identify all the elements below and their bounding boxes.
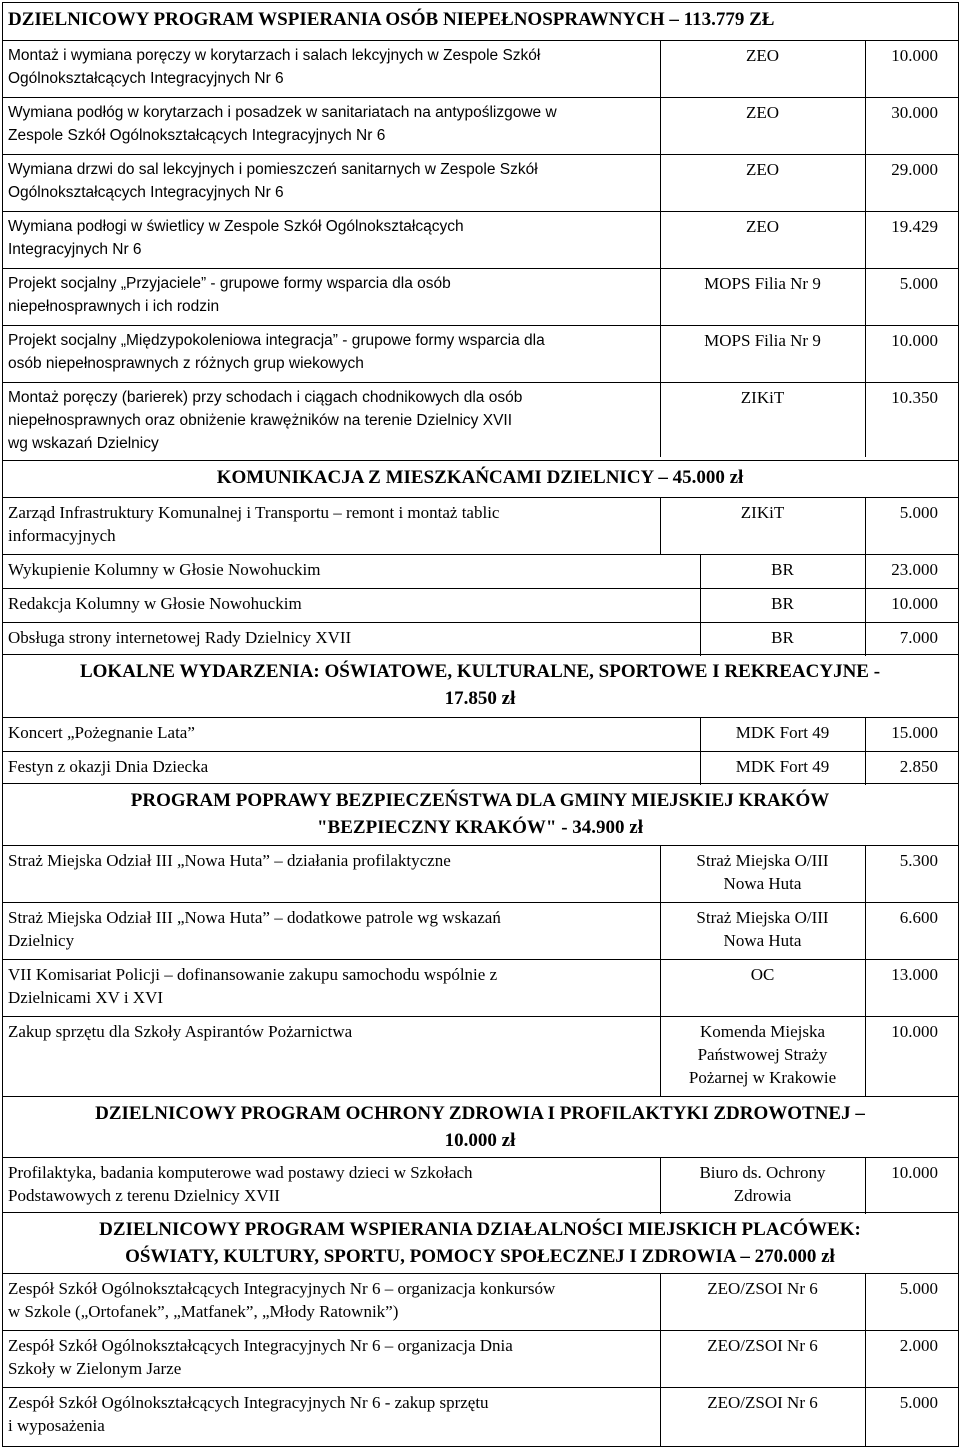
amount: 7.000	[899, 628, 938, 647]
amount: 10.000	[891, 46, 938, 65]
item-description: Redakcja Kolumny w Głosie Nowohuckim	[8, 594, 302, 613]
item-description: Zakup sprzętu dla Szkoły Aspirantów Pożarnictwa	[8, 1022, 353, 1041]
amount: 5.000	[899, 274, 938, 293]
item-description: Ogólnokształcących Integracyjnych Nr 6	[8, 70, 284, 87]
item-description: wg wskazań Dzielnicy	[8, 435, 159, 452]
item-description: Festyn z okazji Dnia Dziecka	[8, 757, 209, 776]
amount: 30.000	[891, 103, 938, 122]
item-description: Podstawowych z terenu Dzielnicy XVII	[8, 1186, 280, 1205]
amount: 2.850	[899, 757, 938, 776]
executing-unit: OC	[750, 965, 775, 984]
item-description: niepełnosprawnych oraz obniżenie krawężników na terenie Dzielnicy XVII	[8, 412, 513, 429]
executing-unit: MOPS Filia Nr 9	[704, 274, 821, 293]
item-description: Wykupienie Kolumny w Głosie Nowohuckim	[8, 560, 321, 579]
executing-unit: Zdrowia	[733, 1186, 792, 1205]
amount: 29.000	[891, 160, 938, 179]
executing-unit: Biuro ds. Ochrony	[699, 1163, 826, 1182]
item-description: Straż Miejska Odział III „Nowa Huta” – dodatkowe patrole wg wskazań	[8, 908, 501, 927]
executing-unit: ZEO	[745, 217, 780, 236]
item-description: Wymiana podłogi w świetlicy w Zespole Szkół Ogólnokształcących	[8, 218, 464, 235]
item-description: Koncert „Pożegnanie Lata”	[8, 723, 195, 742]
item-description: Zespole Szkół Ogólnokształcących Integracyjnych Nr 6	[8, 127, 386, 144]
item-description: Projekt socjalny „Międzypokoleniowa integracja” - grupowe formy wsparcia dla	[8, 332, 545, 349]
item-description: Integracyjnych Nr 6	[8, 241, 142, 258]
executing-unit: MDK Fort 49	[735, 757, 830, 776]
item-description: Projekt socjalny „Przyjaciele” - grupowe formy wsparcia dla osób	[8, 275, 451, 292]
item-description: Dzielnicami XV i XVI	[8, 988, 164, 1007]
executing-unit: Nowa Huta	[723, 931, 802, 950]
item-description: Szkoły w Zielonym Jarze	[8, 1359, 182, 1378]
amount: 10.000	[891, 331, 938, 350]
section-title: OŚWIATY, KULTURY, SPORTU, POMOCY SPOŁECZNEJ I ZDROWIA – 270.000 zł	[125, 1246, 835, 1267]
section-title: 10.000 zł	[444, 1130, 516, 1151]
item-description: Obsługa strony internetowej Rady Dzielnicy XVII	[8, 628, 352, 647]
item-description: Profilaktyka, badania komputerowe wad postawy dzieci w Szkołach	[8, 1163, 473, 1182]
item-description: VII Komisariat Policji – dofinansowanie zakupu samochodu wspólnie z	[8, 965, 498, 984]
executing-unit: ZIKiT	[740, 503, 785, 522]
item-description: Dzielnicy	[8, 931, 75, 950]
section-title: LOKALNE WYDARZENIA: OŚWIATOWE, KULTURALNE, SPORTOWE I REKREACYJNE -	[79, 661, 881, 682]
amount: 5.000	[899, 1393, 938, 1412]
section-title: PROGRAM POPRAWY BEZPIECZEŃSTWA DLA GMINY MIEJSKIEJ KRAKÓW	[130, 790, 830, 811]
executing-unit: Straż Miejska O/III	[696, 851, 829, 870]
executing-unit: Straż Miejska O/III	[696, 908, 829, 927]
amount: 10.000	[891, 1022, 938, 1041]
item-description: Zespół Szkół Ogólnokształcących Integracyjnych Nr 6 – organizacja Dnia	[8, 1336, 513, 1355]
amount: 19.429	[891, 217, 938, 236]
amount: 2.000	[899, 1336, 938, 1355]
amount: 5.000	[899, 1279, 938, 1298]
section-title: "BEZPIECZNY KRAKÓW" - 34.900 zł	[317, 817, 643, 838]
item-description: niepełnosprawnych i ich rodzin	[8, 298, 220, 315]
executing-unit: Państwowej Straży	[697, 1045, 828, 1064]
amount: 10.350	[891, 388, 938, 407]
item-description: Zarząd Infrastruktury Komunalnej i Transportu – remont i montaż tablic	[8, 503, 500, 522]
executing-unit: BR	[771, 594, 794, 613]
executing-unit: ZIKiT	[740, 388, 785, 407]
executing-unit: BR	[771, 560, 794, 579]
executing-unit: ZEO/ZSOI Nr 6	[707, 1279, 818, 1298]
executing-unit: Komenda Miejska	[699, 1022, 826, 1041]
item-description: i wyposażenia	[8, 1416, 105, 1435]
item-description: Zespół Szkół Ogólnokształcących Integracyjnych Nr 6 - zakup sprzętu	[8, 1393, 489, 1412]
item-description: Wymiana podłóg w korytarzach i posadzek w sanitariatach na antypoślizgowe w	[8, 104, 557, 121]
amount: 5.300	[899, 851, 938, 870]
item-description: Straż Miejska Odział III „Nowa Huta” – działania profilaktyczne	[8, 851, 451, 870]
amount: 10.000	[891, 1163, 938, 1182]
item-description: Ogólnokształcących Integracyjnych Nr 6	[8, 184, 284, 201]
section-title: DZIELNICOWY PROGRAM WSPIERANIA DZIAŁALNOŚCI MIEJSKICH PLACÓWEK:	[99, 1219, 861, 1240]
executing-unit: ZEO	[745, 46, 780, 65]
section-title: DZIELNICOWY PROGRAM OCHRONY ZDROWIA I PROFILAKTYKI ZDROWOTNEJ –	[95, 1103, 865, 1124]
item-description: osób niepełnosprawnych z różnych grup wiekowych	[8, 355, 364, 372]
executing-unit: ZEO	[745, 103, 780, 122]
amount: 5.000	[899, 503, 938, 522]
amount: 23.000	[891, 560, 938, 579]
amount: 13.000	[891, 965, 938, 984]
section-title: DZIELNICOWY PROGRAM WSPIERANIA OSÓB NIEPEŁNOSPRAWNYCH – 113.779 ZŁ	[8, 9, 775, 30]
item-description: informacyjnych	[8, 526, 116, 545]
item-description: w Szkole („Ortofanek”, „Matfanek”, „Młody Ratownik”)	[8, 1302, 399, 1321]
amount: 15.000	[891, 723, 938, 742]
executing-unit: Nowa Huta	[723, 874, 802, 893]
item-description: Montaż poręczy (barierek) przy schodach i ciągach chodnikowych dla osób	[8, 389, 523, 406]
section-title: 17.850 zł	[444, 688, 516, 709]
executing-unit: MOPS Filia Nr 9	[704, 331, 821, 350]
amount: 10.000	[891, 594, 938, 613]
executing-unit: MDK Fort 49	[735, 723, 830, 742]
item-description: Zespół Szkół Ogólnokształcących Integracyjnych Nr 6 – organizacja konkursów	[8, 1279, 556, 1298]
executing-unit: ZEO	[745, 160, 780, 179]
section-title: KOMUNIKACJA Z MIESZKAŃCAMI DZIELNICY – 45.000 zł	[216, 467, 744, 488]
item-description: Wymiana drzwi do sal lekcyjnych i pomieszczeń sanitarnych w Zespole Szkół	[8, 161, 538, 178]
executing-unit: Pożarnej w Krakowie	[688, 1068, 837, 1087]
executing-unit: BR	[771, 628, 794, 647]
executing-unit: ZEO/ZSOI Nr 6	[707, 1336, 818, 1355]
item-description: Montaż i wymiana poręczy w korytarzach i salach lekcyjnych w Zespole Szkół	[8, 47, 541, 64]
executing-unit: ZEO/ZSOI Nr 6	[707, 1393, 818, 1412]
amount: 6.600	[899, 908, 938, 927]
